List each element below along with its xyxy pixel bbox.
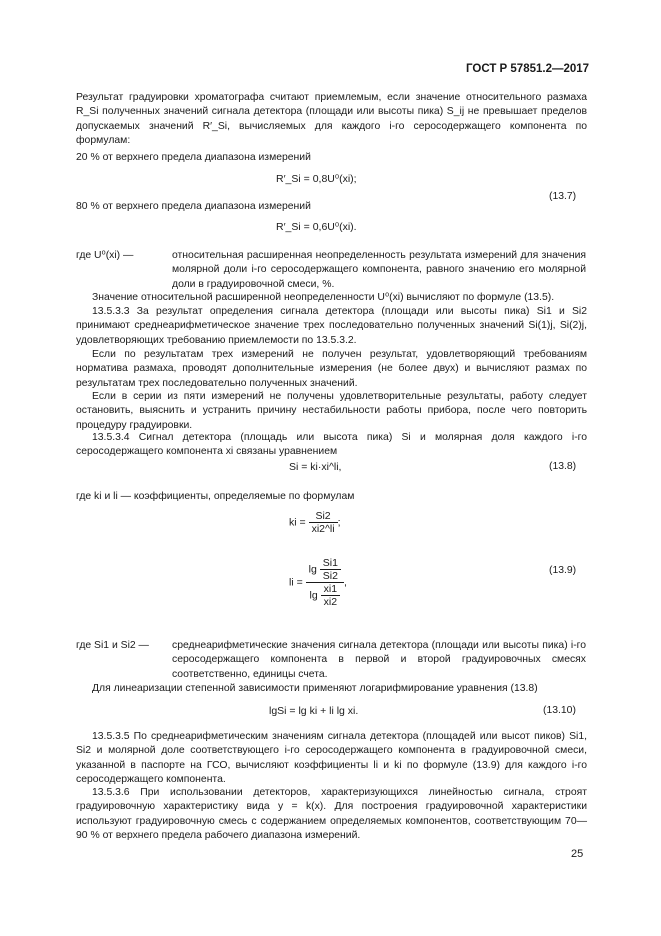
clause-13-5-3-4: 13.5.3.4 Сигнал детектора (площадь или высота пика) Si и молярная доля каждого i-го серосодержащего компонента xi связаны уравнением <box>76 432 587 458</box>
equation-13-9-l: li = lg $\frac{Si1}{Si2}$ lg $\frac{xi1}{xi2}$ , <box>289 557 347 608</box>
equation-number-13-9: (13.9) <box>549 565 577 576</box>
where-definition-u0: относительная расширенная неопределенность результата измерений для значения молярной доли i-го серосодержащего компонента, равного значению его молярной доли в градуировочной смеси, %. <box>172 250 586 290</box>
l-numerator: lg $\frac{Si1}{Si2}$ <box>306 557 344 583</box>
linearization-paragraph: Для линеаризации степенной зависимости применяют логарифмирование уравнения (13.8) <box>92 683 538 694</box>
l-denominator: lg $\frac{xi1}{xi2}$ <box>306 583 344 608</box>
equation-number-13-8: (13.8) <box>549 461 577 472</box>
retry-paragraph: Если по результатам трех измерений не получен результат, удовлетворяющий требованиям норматива размаха, проводят дополнительные измерения (не более двух) и вычисляют размах по результатам трех последовательно полученных значений. <box>76 349 587 389</box>
k-numerator: Si2 <box>309 510 338 523</box>
five-measurements-paragraph: Если в серии из пяти измерений не получены удовлетворительные результаты, работу следует остановить, выяснить и устранить причину нестабильности работы прибора, после чего повторить процедуру градуировки. <box>76 391 587 431</box>
clause-13-5-3-6: 13.5.3.6 При использовании детекторов, характеризующихся линейностью сигнала, строят градуировочную характеристику вида y = k(x). Для построения градуировочной характеристики используют градуировочную смесь с содержанием определяемых компонентов, соответствующим 70—90 % от верхнего предела рабочего диапазона измерений. <box>76 787 587 842</box>
case-20-label: 20 % от верхнего предела диапазона измерений <box>76 152 311 163</box>
k-denominator: xi2^li <box>311 523 335 535</box>
equation-13-9-k: ki = $\frac{Si2}{xi2\^{}li}$ ; <box>289 510 341 535</box>
equation-13-8: Si = ki·xi^li, <box>289 461 342 473</box>
formula-80: R′_Si = 0,6U⁰(xi). <box>276 221 357 233</box>
uncertainty-paragraph: Значение относительной расширенной неопределенности U⁰(xi) вычисляют по формуле (13.5). <box>92 292 555 303</box>
equation-number-13-10: (13.10) <box>543 705 576 716</box>
where-symbol-si: где Si1 и Si2 — <box>76 640 149 651</box>
clause-13-5-3-5: 13.5.3.5 По среднеарифметическим значениям сигнала детектора (площадей или высот пиков) Si1, Si2 и молярной доле соответствующего i-го серосодержащего компонента в градуировочной смеси, указанной в паспорте на ГСО, вычисляют коэффициенты li и ki по формуле (13.9) для каждого i-го серосодержащего компонента. <box>76 731 587 786</box>
case-80-label: 80 % от верхнего предела диапазона измерений <box>76 201 311 212</box>
intro-paragraph: Результат градуировки хроматографа считают приемлемым, если значение относительного размаха R_Si полученных значений сигнала детектора (площади или высоты пика) S_ij не превышает пределов допускаемых значений R′_Si, вычисляемых для каждого i-го серосодержащего компонента по формулам: <box>76 92 587 147</box>
where-definition-si: среднеарифметические значения сигнала детектора (площади или высоты пика) i-го серосодержащего компонента в первой и второй градуировочных смесях соответственно, единицы счета. <box>172 640 586 680</box>
equation-number-13-7: (13.7) <box>549 191 577 202</box>
where-symbol-u0: где U⁰(xi) — <box>76 250 134 261</box>
formula-20: R′_Si = 0,8U⁰(xi); <box>276 173 357 185</box>
page-number: 25 <box>571 848 584 860</box>
clause-13-5-3-3: 13.5.3.3 За результат определения сигнала детектора (площади или высоты пика) Si1 и Si2 принимают среднеарифметическое значение трех последовательно полученных значений Si(1)j, Si(2)j, удовлетворяющих требованию приемлемости по 13.5.3.2. <box>76 306 587 346</box>
equation-13-10: lgSi = lg ki + li lg xi. <box>269 705 359 717</box>
where-coefficients-label: где ki и li — коэффициенты, определяемые по формулам <box>76 491 355 502</box>
standard-code-header: ГОСТ Р 57851.2—2017 <box>466 63 590 75</box>
